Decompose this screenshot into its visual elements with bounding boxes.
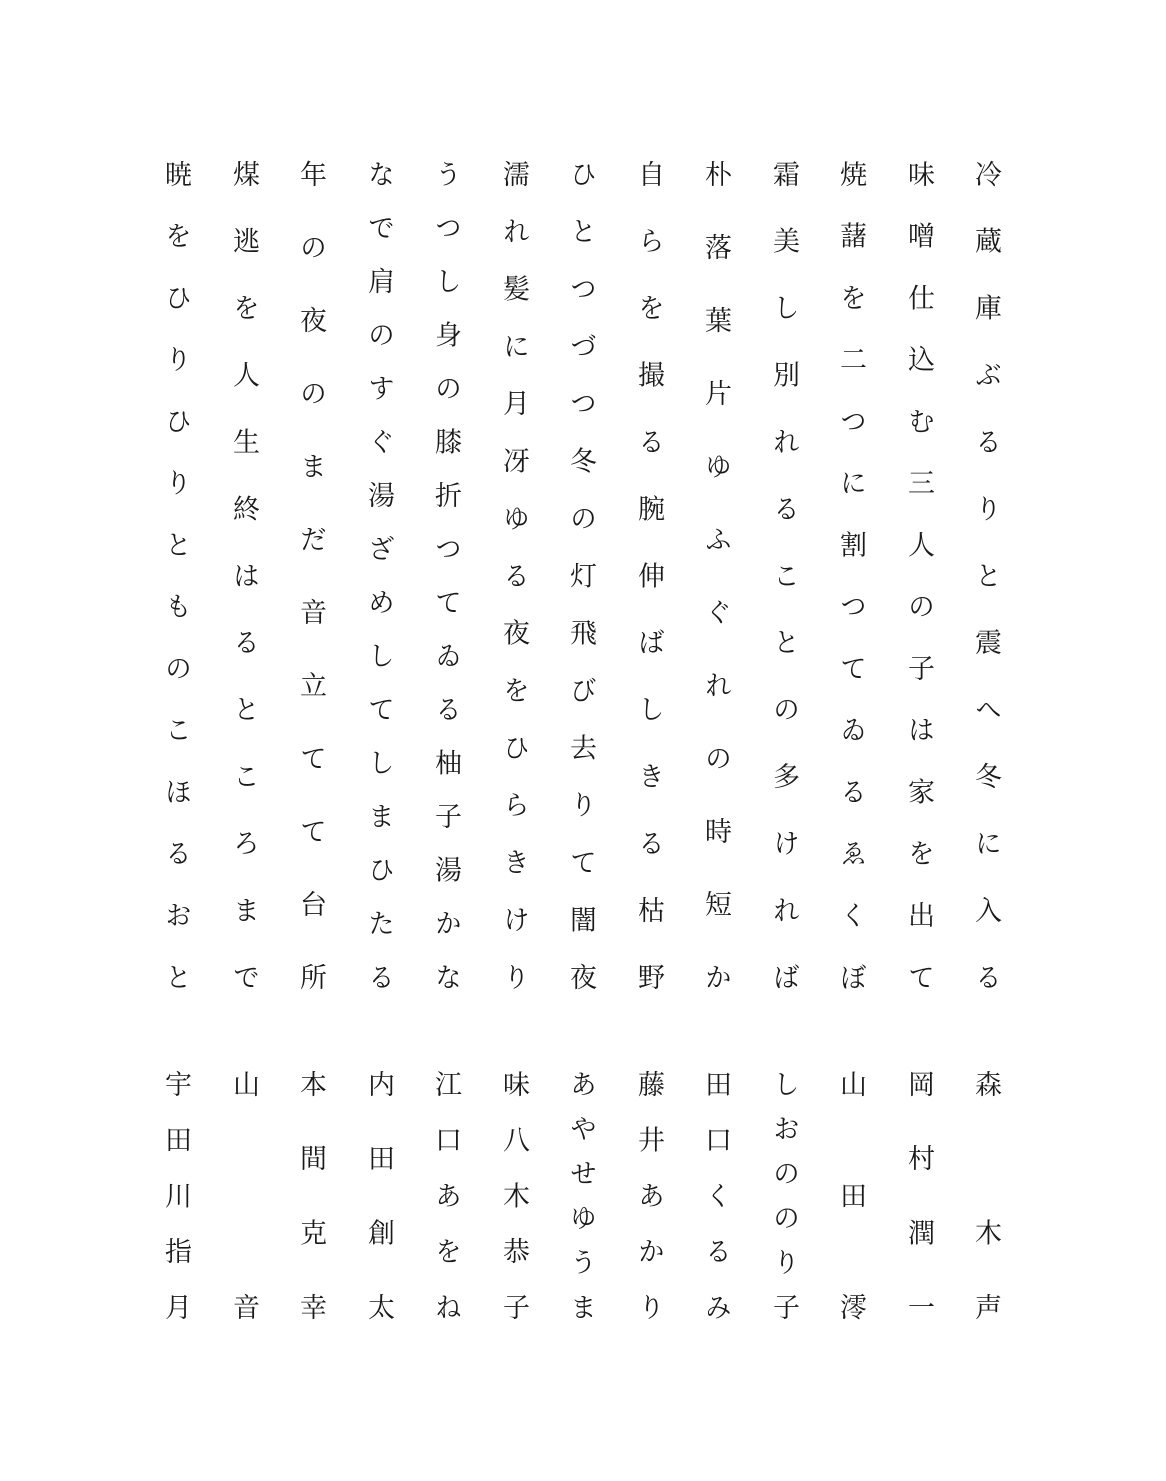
author-name: 田口くるみ [700, 1070, 731, 1320]
author-name: 山田澪 [835, 1070, 866, 1320]
haiku-line: 暁をひりひりとものこほるおと [160, 160, 191, 990]
author-name: 本間克幸 [295, 1070, 326, 1320]
author-name: 岡村潤一 [903, 1070, 934, 1320]
haiku-line: 冷蔵庫ぶるりと震へ冬に入る [970, 160, 1001, 990]
author-name: 山音 [228, 1070, 259, 1320]
haiku-line: 霜美し別れることの多ければ [768, 160, 799, 990]
haiku-line: 焼藷を二つに割つてゐるゑくぼ [835, 160, 866, 990]
haiku-line: うつし身の膝折つてゐる柚子湯かな [430, 160, 461, 990]
author-name: 森 木声 [970, 1070, 1001, 1320]
haiku-line: 朴落葉片ゆふぐれの時短か [700, 160, 731, 990]
haiku-line: 自らを撮る腕伸ばしきる枯野 [633, 160, 664, 990]
haiku-line: 濡れ髪に月冴ゆる夜をひらきけり [498, 160, 529, 990]
haiku-line: ひとつづつ冬の灯飛び去りて闇夜 [565, 160, 596, 990]
author-name: 味八木恭子 [498, 1070, 529, 1320]
author-name: 内田創太 [363, 1070, 394, 1320]
author-name: あやせゆうま [565, 1070, 596, 1320]
author-name: 江口あをね [430, 1070, 461, 1320]
haiku-line: 煤逃を人生終はるところまで [228, 160, 259, 990]
author-name: しおののり子 [768, 1070, 799, 1320]
haiku-line: 年の夜のまだ音立てて台所 [295, 160, 326, 990]
haiku-line: なで肩のすぐ湯ざめしてしまひたる [363, 160, 394, 990]
author-name: 藤井あかり [633, 1070, 664, 1320]
haiku-line: 味噌仕込む三人の子は家を出て [903, 160, 934, 990]
author-name: 宇田川指月 [160, 1070, 191, 1320]
